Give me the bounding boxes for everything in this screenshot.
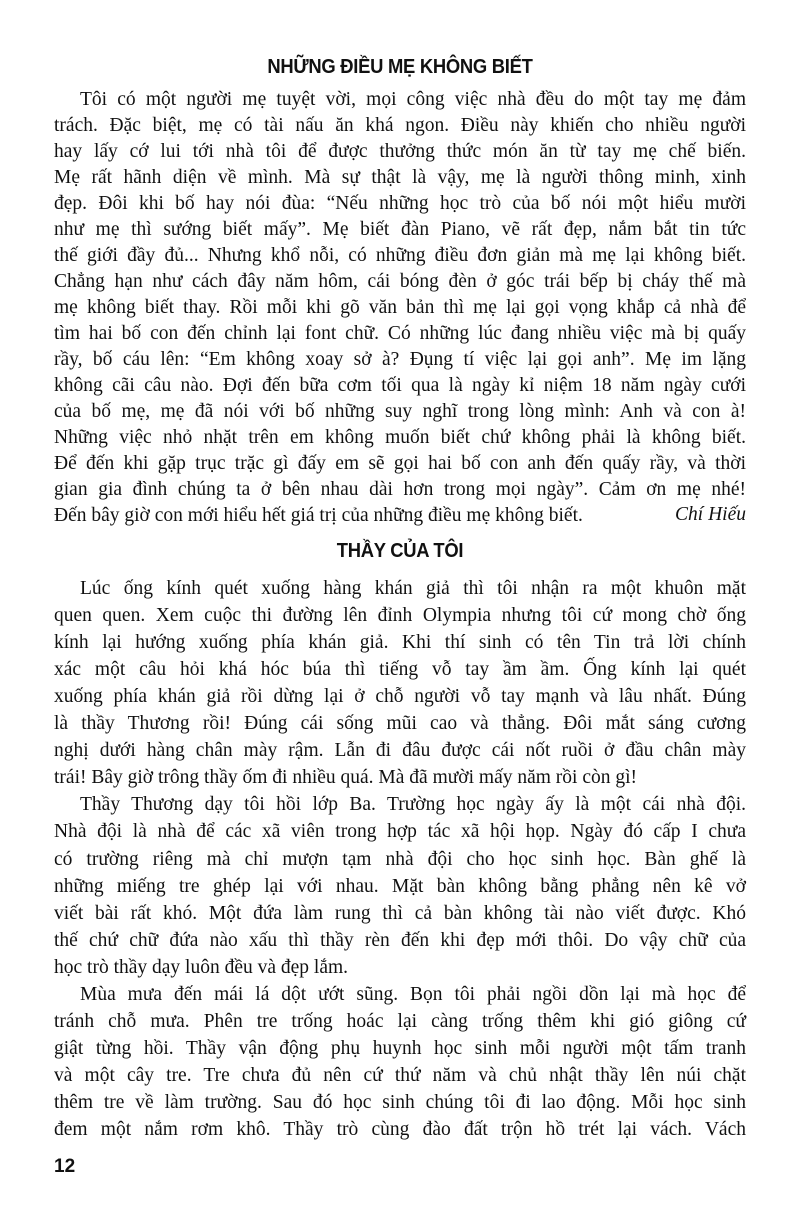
text-line: Mùa mưa đến mái lá dột ướt sũng. Bọn tôi phải ngồi dồn lại mà học để [80,983,746,1005]
text-line: trái! Bây giờ trông thầy ốm đi nhiều quá. Mà đã mười mấy năm rồi còn gì! [54,767,638,789]
text-line: hay lấy cớ lui tới nhà tôi để được thưởng thức món ăn từ tay mẹ chế biến. [54,141,746,162]
text-line: Những việc nhỏ nhặt trên em không muốn biết chứ không phải là không biết. [54,427,746,448]
story-title-2: THẦY CỦA TÔI [336,540,464,562]
text-line: gian gia đình chúng ta ở bên nhau dài hơn trong mọi ngày”. Cảm ơn mẹ nhé! [54,479,746,500]
page-number: 12 [54,1156,76,1177]
text-line: không cãi câu nào. Đợi đến bữa cơm tối qua là ngày kỉ niệm 18 năm ngày cưới [54,375,746,396]
text-line: xác một câu hỏi khá hóc búa thì tiếng vỗ tay ầm ầm. Ống kính lại quét [54,659,746,681]
text-line: học trò thầy dạy luôn đều và đẹp lắm. [54,956,349,978]
text-line: giật từng hồi. Thầy vận động phụ huynh học sinh mỗi người một tấm tranh [54,1037,746,1059]
text-line: thế chứ chữ đứa nào xấu thì thầy rèn đến khi đẹp mới thôi. Do vậy chữ của [54,929,746,951]
text-line: là thầy Thương rồi! Đúng cái sống mũi cao và thẳng. Đôi mắt sáng cương [54,713,746,735]
text-line: tránh chỗ mưa. Phên tre trống hoác lại càng trống thêm khi gió giông cứ [54,1010,746,1032]
text-line: Để đến khi gặp trục trặc gì đấy em sẽ gọi hai bố con anh đến quấy rầy, và thời [54,453,746,474]
text-line: những miếng tre ghép lại với nhau. Mặt bàn không bằng phẳng nên kê vở [54,875,746,897]
text-line: rầy, bố cáu lên: “Em không xoay sở à? Đụng tí việc lại gọi anh”. Mẹ im lặng [54,349,746,370]
text-line: viết bài rất khó. Một đứa làm rung thì cả bàn không tài nào viết được. Khó [54,902,746,924]
text-line: tìm hai bố con đến chỉnh lại font chữ. Có những lúc đang nhiều việc mà bị quấy [54,323,746,344]
text-line: Đến bây giờ con mới hiểu hết giá trị của những điều mẹ không biết. [54,505,583,526]
text-line: có trường riêng mà chỉ mượn tạm nhà đội cho học sinh học. Bàn ghế là [54,848,746,870]
text-line: thêm tre về làm trường. Sau đó học sinh chúng tôi đi lao động. Mỗi học sinh [54,1091,746,1113]
text-line: thế giới đầy đủ... Nhưng khổ nỗi, có những điều đơn giản mà mẹ lại không biết. [54,245,746,266]
text-line: đẹp. Đôi khi bố hay nói đùa: “Nếu những học trò của bố nói một hiểu mười [54,193,746,214]
text-line: kính lại hướng xuống phía khán giả. Khi thí sinh có tên Tin trả lời chính [54,632,746,654]
author-name: Chí Hiếu [675,504,746,525]
text-line: Chẳng hạn như cách đây năm hôm, cái bóng đèn ở góc trái bếp bị cháy thế mà [54,271,746,292]
text-line: Lúc ống kính quét xuống hàng khán giả thì tôi nhận ra một khuôn mặt [80,578,746,599]
text-line: của bố mẹ, mẹ đã nói với bố những suy nghĩ trong lòng mình: Anh và con à! [54,401,746,422]
text-line: Mẹ rất hãnh diện về mình. Mà sự thật là vậy, mẹ là người thông minh, xinh [54,167,746,188]
text-line: đem một nắm rơm khô. Thầy trò cùng đào đất trộn hồ trét lại vách. Vách [54,1119,746,1140]
text-line: Nhà đội là nhà để các xã viên trong hợp tác xã hội họp. Ngày đó cấp I chưa [54,821,746,843]
text-line: mẹ không biết thay. Rồi mỗi khi gõ văn bản thì mẹ lại gọi vọng khắp cả nhà để [54,297,746,318]
story-title: NHỮNG ĐIỀU MẸ KHÔNG BIẾT [267,56,533,78]
text-line: Thầy Thương dạy tôi hồi lớp Ba. Trường học ngày ấy là một cái nhà đội. [80,794,746,816]
text-line: xuống phía khán giả rồi dừng lại ở chỗ người vỗ tay mạnh và lâu nhất. Đúng [54,686,746,708]
text-line: như mẹ thì sướng biết mấy”. Mẹ biết đàn Piano, vẽ rất đẹp, nắm bắt tin tức [54,219,746,240]
text-line: quen quen. Xem cuộc thi đường lên đỉnh Olympia nhưng tôi cứ mong chờ ống [54,605,746,627]
text-line: Tôi có một người mẹ tuyệt vời, mọi công việc nhà đều do một tay mẹ đảm [80,89,746,110]
text-line: nghị dưới hàng chân mày rậm. Lẫn đi đâu được cái nốt ruồi ở đầu chân mày [54,740,746,762]
text-line: trách. Đặc biệt, mẹ có tài nấu ăn khá ngon. Điều này khiến cho nhiều người [54,115,746,136]
text-line: và một cây tre. Tre chưa đủ nên cứ thứ năm và chủ nhật thầy lên núi chặt [54,1064,746,1086]
